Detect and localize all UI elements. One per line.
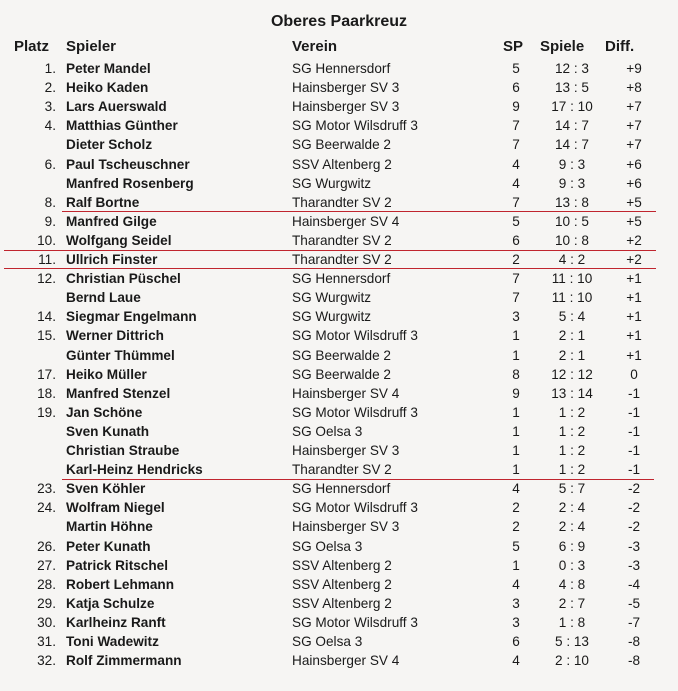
difference: +2 (626, 252, 642, 267)
table-row (0, 231, 678, 250)
games-played: 5 (512, 538, 520, 554)
games-score: 5 : 13 (554, 634, 589, 649)
games-score: 2 : 1 (558, 328, 586, 344)
club-name: SG Motor Wilsdruff 3 (292, 614, 418, 630)
rank-cell: 8. (44, 194, 56, 210)
player-name: Karl-Heinz Hendricks (66, 462, 203, 478)
rank-cell: 2. (44, 80, 56, 96)
difference: +1 (626, 290, 642, 306)
rank-cell: 9. (44, 213, 56, 229)
games-score: 9 : 3 (558, 175, 586, 191)
rank-cell: 28. (37, 576, 56, 592)
table-row (0, 479, 678, 498)
games-played: 4 (512, 481, 520, 497)
games-score: 0 : 3 (558, 557, 586, 573)
rank-cell: 11. (38, 252, 56, 267)
games-score: 9 : 3 (558, 156, 586, 172)
games-score: 5 : 4 (558, 309, 586, 325)
games-played: 7 (512, 271, 520, 287)
club-name: Hainsberger SV 4 (292, 653, 400, 669)
difference: -2 (627, 500, 641, 516)
club-name: Hainsberger SV 3 (292, 443, 400, 458)
divider-line (62, 211, 656, 212)
table-row (0, 441, 678, 460)
club-name: Hainsberger SV 4 (292, 385, 400, 401)
player-name: Ralf Bortne (66, 194, 140, 210)
club-name: Tharandter SV 2 (292, 462, 392, 478)
difference: -7 (627, 614, 641, 630)
rank-cell: 3. (44, 99, 56, 115)
games-played: 4 (512, 653, 520, 669)
table-row (0, 174, 678, 193)
club-name: SG Oelsa 3 (292, 538, 363, 554)
header-verein: Verein (292, 38, 338, 55)
games-played: 6 (512, 232, 520, 248)
difference: +1 (626, 347, 642, 363)
club-name: Hainsberger SV 4 (292, 213, 400, 229)
club-name: SG Wurgwitz (292, 309, 372, 325)
games-played: 1 (512, 557, 520, 573)
rank-cell: 27. (37, 557, 56, 573)
rank-cell: 10. (37, 232, 56, 248)
games-played: 2 (512, 252, 520, 267)
table-row (0, 135, 678, 154)
games-score: 1 : 8 (558, 614, 586, 630)
rank-cell: 32. (37, 653, 56, 669)
table-row (0, 403, 678, 422)
table-row (0, 307, 678, 326)
header-spiele: Spiele (540, 38, 585, 55)
difference: -1 (627, 423, 641, 439)
table-row (0, 575, 678, 594)
difference: -8 (627, 634, 641, 649)
games-score: 1 : 2 (558, 443, 586, 458)
club-name: SG Wurgwitz (292, 175, 372, 191)
games-score: 14 : 7 (554, 137, 589, 153)
games-score: 1 : 2 (558, 423, 586, 439)
difference: +7 (626, 118, 642, 134)
club-name: SG Beerwalde 2 (292, 366, 391, 382)
table-row (0, 498, 678, 517)
table-row (0, 651, 678, 670)
games-played: 1 (512, 443, 520, 458)
player-name: Christian Straube (66, 443, 180, 458)
player-name: Dieter Scholz (66, 137, 153, 153)
games-played: 1 (512, 462, 520, 478)
games-played: 3 (512, 309, 520, 325)
player-name: Werner Dittrich (66, 328, 164, 344)
player-name: Rolf Zimmermann (66, 653, 182, 669)
header-spieler: Spieler (66, 38, 117, 55)
page-title: Oberes Paarkreuz (270, 13, 408, 30)
player-name: Wolfram Niegel (66, 500, 165, 516)
player-name: Martin Höhne (66, 519, 153, 535)
games-score: 10 : 5 (554, 213, 589, 229)
games-score: 6 : 9 (558, 538, 586, 554)
difference: +7 (626, 137, 642, 153)
table-row (0, 250, 678, 269)
player-name: Christian Püschel (66, 271, 181, 287)
club-name: SSV Altenberg 2 (292, 595, 392, 611)
games-played: 4 (512, 156, 520, 172)
rank-cell: 19. (37, 404, 56, 420)
difference: -3 (627, 538, 641, 554)
table-row (0, 537, 678, 556)
rank-cell: 31. (37, 634, 56, 649)
table-row (0, 613, 678, 632)
difference: 0 (630, 366, 638, 382)
rank-cell: 29. (37, 595, 56, 611)
difference: +9 (626, 61, 642, 76)
club-name: SSV Altenberg 2 (292, 576, 392, 592)
rank-cell: 12. (37, 271, 56, 287)
player-name: Günter Thümmel (66, 347, 175, 363)
divider-line (4, 250, 656, 251)
player-name: Katja Schulze (66, 595, 155, 611)
club-name: SG Motor Wilsdruff 3 (292, 118, 418, 134)
header-platz: Platz (14, 38, 50, 55)
rank-cell: 18. (37, 385, 56, 401)
games-score: 13 : 8 (554, 194, 589, 210)
club-name: Tharandter SV 2 (292, 252, 392, 267)
rank-cell: 4. (44, 118, 56, 134)
games-score: 2 : 4 (558, 500, 586, 516)
player-name: Sven Köhler (66, 481, 146, 497)
difference: -1 (627, 462, 641, 478)
rank-cell: 6. (44, 156, 56, 172)
rank-cell: 24. (37, 500, 56, 516)
player-name: Wolfgang Seidel (66, 232, 172, 248)
table-row (0, 193, 678, 212)
games-played: 9 (512, 385, 520, 401)
player-name: Sven Kunath (66, 423, 150, 439)
games-played: 5 (512, 213, 520, 229)
games-score: 4 : 2 (558, 252, 586, 267)
player-name: Manfred Rosenberg (66, 175, 194, 191)
games-played: 7 (512, 118, 520, 134)
rank-cell: 1. (44, 61, 56, 76)
games-played: 1 (512, 423, 520, 439)
table-row (0, 365, 678, 384)
table-row (0, 116, 678, 135)
difference: +7 (626, 99, 642, 115)
games-played: 8 (512, 366, 520, 382)
difference: -8 (627, 653, 641, 669)
difference: +5 (626, 213, 642, 229)
difference: -5 (627, 595, 641, 611)
difference: +1 (626, 309, 642, 325)
table-row (0, 594, 678, 613)
table-row (0, 269, 678, 288)
player-name: Paul Tscheuschner (66, 156, 190, 172)
difference: +1 (626, 271, 642, 287)
games-score: 4 : 8 (558, 576, 586, 592)
games-played: 6 (512, 634, 520, 649)
games-score: 5 : 7 (558, 481, 586, 497)
club-name: SG Motor Wilsdruff 3 (292, 500, 418, 516)
difference: +1 (626, 328, 642, 344)
games-played: 9 (512, 99, 520, 115)
table-row (0, 346, 678, 365)
club-name: Hainsberger SV 3 (292, 99, 400, 115)
table-row (0, 97, 678, 116)
difference: -4 (627, 576, 641, 592)
games-played: 1 (512, 347, 520, 363)
table-row (0, 422, 678, 441)
games-score: 12 : 3 (554, 61, 589, 76)
games-played: 4 (512, 175, 520, 191)
games-played: 3 (512, 614, 520, 630)
table-row (0, 212, 678, 231)
games-score: 1 : 2 (558, 404, 586, 420)
player-name: Heiko Kaden (66, 80, 149, 96)
club-name: SG Motor Wilsdruff 3 (292, 404, 418, 420)
club-name: SG Hennersdorf (292, 481, 391, 497)
difference: -2 (627, 519, 641, 535)
club-name: Tharandter SV 2 (292, 232, 392, 248)
divider-line (4, 268, 656, 269)
club-name: Hainsberger SV 3 (292, 519, 400, 535)
rank-cell: 17. (37, 366, 56, 382)
difference: +6 (626, 156, 642, 172)
player-name: Robert Lehmann (66, 576, 174, 592)
difference: -1 (627, 404, 641, 420)
games-score: 1 : 2 (558, 462, 586, 478)
table-row (0, 155, 678, 174)
player-name: Peter Kunath (66, 538, 151, 554)
player-name: Manfred Stenzel (66, 385, 171, 401)
table-row (0, 460, 678, 479)
club-name: Hainsberger SV 3 (292, 80, 400, 96)
player-name: Jan Schöne (66, 404, 143, 420)
player-name: Karlheinz Ranft (66, 614, 166, 630)
player-name: Patrick Ritschel (66, 557, 168, 573)
games-score: 2 : 4 (558, 519, 586, 535)
club-name: SSV Altenberg 2 (292, 156, 392, 172)
rank-cell: 23. (37, 481, 56, 497)
games-score: 11 : 10 (551, 271, 593, 287)
rank-cell: 14. (37, 309, 56, 325)
player-name: Lars Auerswald (66, 99, 167, 115)
header-diff: Diff. (605, 38, 635, 55)
games-played: 6 (512, 80, 520, 96)
player-name: Heiko Müller (66, 366, 147, 382)
games-played: 3 (512, 595, 520, 611)
rank-cell: 15. (37, 328, 56, 344)
difference: -1 (627, 443, 641, 458)
divider-line (62, 479, 654, 480)
club-name: SG Hennersdorf (292, 61, 391, 76)
games-score: 10 : 8 (554, 232, 589, 248)
table-row (0, 384, 678, 403)
club-name: SSV Altenberg 2 (292, 557, 392, 573)
player-name: Bernd Laue (66, 290, 141, 306)
club-name: SG Oelsa 3 (292, 634, 363, 649)
games-played: 2 (512, 519, 520, 535)
games-score: 17 : 10 (551, 99, 593, 115)
player-name: Matthias Günther (66, 118, 178, 134)
games-played: 7 (512, 290, 520, 306)
games-played: 1 (512, 404, 520, 420)
difference: +5 (626, 194, 642, 210)
club-name: SG Oelsa 3 (292, 423, 363, 439)
games-played: 5 (512, 61, 520, 76)
difference: +6 (626, 175, 642, 191)
table-row (0, 632, 678, 651)
club-name: SG Hennersdorf (292, 271, 391, 287)
table-row (0, 78, 678, 97)
header-sp: SP (503, 38, 524, 55)
games-score: 2 : 7 (558, 595, 586, 611)
table-row (0, 59, 678, 78)
games-played: 2 (512, 500, 520, 516)
player-name: Peter Mandel (66, 61, 151, 76)
club-name: SG Beerwalde 2 (292, 137, 391, 153)
games-played: 7 (512, 137, 520, 153)
table-row (0, 517, 678, 536)
difference: -1 (627, 385, 641, 401)
difference: -3 (627, 557, 641, 573)
games-score: 2 : 10 (554, 653, 589, 669)
games-score: 13 : 14 (551, 385, 593, 401)
table-row (0, 326, 678, 345)
games-played: 4 (512, 576, 520, 592)
player-name: Manfred Gilge (66, 213, 157, 229)
games-score: 12 : 12 (551, 366, 593, 382)
games-played: 1 (512, 328, 520, 344)
player-name: Toni Wadewitz (66, 634, 159, 649)
games-score: 2 : 1 (558, 347, 586, 363)
rank-cell: 26. (37, 538, 56, 554)
club-name: SG Beerwalde 2 (292, 347, 391, 363)
table-row (0, 556, 678, 575)
games-score: 14 : 7 (554, 118, 589, 134)
games-score: 13 : 5 (554, 80, 589, 96)
games-score: 11 : 10 (551, 290, 593, 306)
games-played: 7 (512, 194, 520, 210)
difference: -2 (627, 481, 641, 497)
club-name: SG Motor Wilsdruff 3 (292, 328, 418, 344)
club-name: Tharandter SV 2 (292, 194, 392, 210)
difference: +2 (626, 232, 642, 248)
club-name: SG Wurgwitz (292, 290, 372, 306)
rank-cell: 30. (37, 614, 56, 630)
table-row (0, 288, 678, 307)
player-name: Ullrich Finster (66, 252, 158, 267)
player-name: Siegmar Engelmann (66, 309, 197, 325)
difference: +8 (626, 80, 642, 96)
